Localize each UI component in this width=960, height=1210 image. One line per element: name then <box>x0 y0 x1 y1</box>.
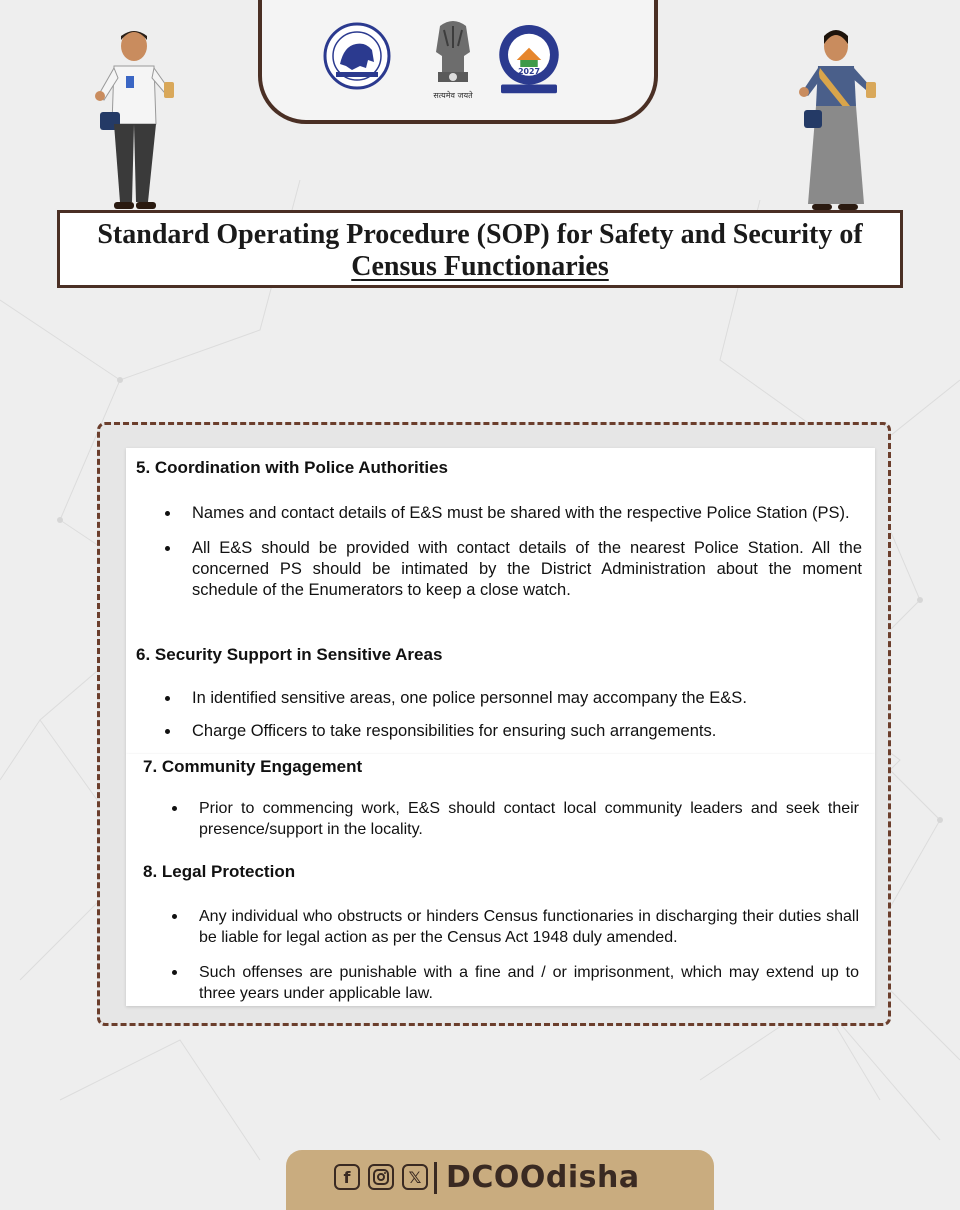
section-bullet-list <box>199 798 859 854</box>
instagram-icon[interactable] <box>368 1164 394 1190</box>
female-enumerator-illustration <box>790 26 880 216</box>
list-item: Any individual who obstructs or hinders Census functionaries in discharging their duties shall be liable for legal action as per the Census Act 1948 duly amended. <box>199 906 859 948</box>
list-item: Prior to commencing work, E&S should contact local community leaders and seek their presence/support in the locality. <box>199 798 859 840</box>
x-twitter-icon[interactable]: 𝕏 <box>402 1164 428 1190</box>
facebook-icon[interactable]: f <box>334 1164 360 1190</box>
bullet-icon <box>165 546 170 551</box>
list-item: In identified sensitive areas, one police personnel may accompany the E&S. <box>192 688 862 709</box>
emblem-motto: सत्यमेव जयते <box>433 91 473 100</box>
census-2027-logo-icon <box>494 16 564 104</box>
section-heading: 7. Community Engagement <box>143 757 363 776</box>
section-bullet-list <box>192 503 862 615</box>
document-subtitle: Census Functionaries <box>351 251 609 282</box>
section-bullet-list <box>199 906 859 1018</box>
section-heading: 6. Security Support in Sensitive Areas <box>136 645 443 664</box>
bullet-icon <box>172 914 177 919</box>
section-bullet-list <box>192 688 862 756</box>
state-emblem-icon <box>418 16 488 104</box>
bullet-icon <box>165 511 170 516</box>
bullet-icon <box>165 729 170 734</box>
bullet-icon <box>172 806 177 811</box>
list-item: Charge Officers to take responsibilities for ensuring such arrangements. <box>192 721 862 742</box>
bullet-icon <box>172 970 177 975</box>
section-heading: 8. Legal Protection <box>143 862 296 881</box>
social-handle[interactable]: DCOOdisha <box>446 1160 640 1195</box>
social-media-bar <box>286 1150 714 1210</box>
census-year: 2027 <box>518 67 540 76</box>
header-logo-tab <box>258 0 658 124</box>
male-enumerator-illustration <box>90 26 180 216</box>
list-item: Such offenses are punishable with a fine and / or imprisonment, which may extend up to three years under applicable law. <box>199 962 859 1004</box>
list-item: All E&S should be provided with contact details of the nearest Police Station. All the concerned PS should be intimated by the District Administration about the moment schedule of the Enumerators to keep a close watch. <box>192 538 862 601</box>
section-heading: 5. Coordination with Police Authorities <box>136 458 448 477</box>
list-item: Names and contact details of E&S must be shared with the respective Police Station (PS). <box>192 503 862 524</box>
document-title-box <box>57 210 903 288</box>
social-divider <box>434 1162 437 1194</box>
odisha-seal-icon <box>322 16 392 104</box>
bullet-icon <box>165 696 170 701</box>
document-title: Standard Operating Procedure (SOP) for Safety and Security of <box>97 219 863 250</box>
